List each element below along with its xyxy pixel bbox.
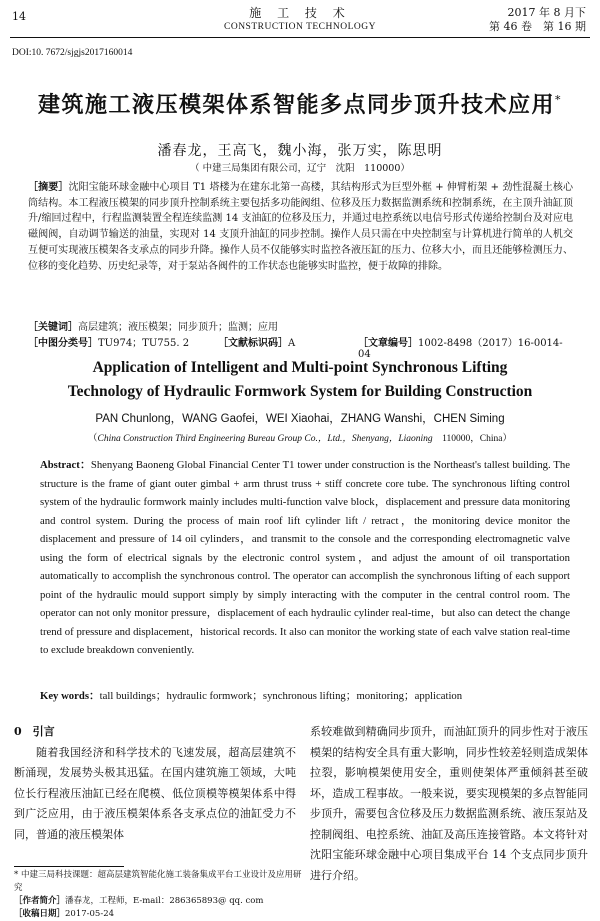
journal-name-en: CONSTRUCTION TECHNOLOGY bbox=[224, 22, 376, 32]
affil-org: China Construction Third Engineering Bureau Group Co.，Ltd.，Shenyang，Liaoning bbox=[97, 434, 433, 444]
issue-volume: 第 46 卷 第 16 期 bbox=[489, 20, 586, 33]
title-footnote-mark: * bbox=[555, 93, 562, 107]
clc-label: ［中图分类号］ bbox=[28, 338, 98, 349]
clc-number bbox=[28, 334, 189, 349]
title-en-line2: Technology of Hydraulic Formwork System for Building Construction bbox=[67, 383, 533, 400]
received-date bbox=[14, 908, 304, 921]
affil-close: ） bbox=[502, 434, 513, 444]
title-cn-text: 建筑施工液压模架体系智能多点同步顶升技术应用 bbox=[37, 92, 555, 118]
page-number: 14 bbox=[12, 10, 26, 23]
keywords-en-text: tall buildings；hydraulic formwork；synchronous lifting；monitoring；application bbox=[99, 690, 463, 702]
header-rule bbox=[10, 37, 590, 38]
keywords-en bbox=[40, 688, 570, 703]
received-date-text: 2017-05-24 bbox=[65, 909, 115, 919]
received-date-label: ［收稿日期］ bbox=[14, 909, 66, 919]
art-label: ［文章编号］ bbox=[358, 338, 418, 349]
abstract-cn-label: ［摘要］ bbox=[28, 182, 69, 193]
keywords-cn bbox=[28, 318, 573, 333]
art-value: 1002-8498（2017）16-0014-04 bbox=[358, 338, 563, 360]
doc-value: A bbox=[288, 338, 296, 349]
journal-name-cn: 施 工 技 术 bbox=[249, 6, 351, 20]
body-column-left bbox=[14, 722, 296, 845]
abstract-en-label: Abstract： bbox=[40, 459, 91, 471]
body-paragraph-2: 系较难做到精确同步顶升，而油缸顶升的同步性对于液压模架的结构安全具有重大影响，同步性较差轻则造成架体拉裂，影响模架使用安全，重则使架体严重倾斜甚至破坏，造成工程事故。一般来说，要实现模架的多点智能同步顶升，需要包含位移及压力数据监测系统、液压泵站及控制阀组、电控系统、油缸及高压连接管路。本文将针对沈阳宝能环球金融中心项目集成平台 14 个支点同步顶升进行介绍。 bbox=[310, 725, 588, 882]
abstract-en bbox=[40, 456, 570, 660]
authors-en: PAN Chunlong，WANG Gaofei，WEI Xiaohai，ZHANG Wanshi，CHEN Siming bbox=[95, 413, 505, 425]
title-en-line1: Application of Intelligent and Multi-point Synchronous Lifting bbox=[92, 359, 508, 376]
section-heading: 0 引言 bbox=[14, 725, 55, 738]
issue-info bbox=[489, 6, 586, 34]
affil-open: （ bbox=[87, 434, 98, 444]
issue-date: 2017 年 8 月下 bbox=[507, 6, 586, 19]
fund-note: * 中建三局科技课题：超高层建筑智能化施工装备集成平台工业设计及应用研究 bbox=[14, 870, 302, 893]
abstract-cn bbox=[28, 180, 573, 274]
doc-label: ［文献标识码］ bbox=[218, 338, 288, 349]
keywords-cn-text: 高层建筑；液压模架；同步顶升；监测；应用 bbox=[78, 322, 278, 333]
title-en bbox=[0, 356, 600, 404]
author-note-text: 潘春龙，工程师，E-mail：286365893@ qq. com bbox=[65, 896, 264, 906]
author-note-label: ［作者简介］ bbox=[14, 896, 66, 906]
clc-value: TU974；TU755. 2 bbox=[98, 338, 190, 349]
affiliation-cn: （ 中建三局集团有限公司，辽宁 沈阳 110000） bbox=[190, 163, 410, 174]
keywords-en-label: Key words： bbox=[40, 690, 100, 702]
doi: DOI:10. 7672/sjgjs2017160014 bbox=[12, 48, 133, 58]
title-cn bbox=[0, 88, 600, 119]
doc-code bbox=[218, 334, 295, 349]
affiliation-en bbox=[0, 430, 600, 444]
affil-zip: 110000，China bbox=[442, 434, 503, 444]
abstract-cn-text: 沈阳宝能环球金融中心项目 T1 塔楼为在建东北第一高楼，其结构形式为巨型外框 + 伸臂桁架 + 劲性混凝土核心筒结构。本工程液压模架的同步顶升控制系统主要包括多功能阀组、位移及压力数据监测系统和控制系统，在主顶升油缸顶升/缩回过程中，行程监测装置全程连续监测 14 支油缸的位移及压力，并通过电控系统以电信号形式传递给控制台及对应电磁阀阀，自动调节输送的油量，实现对 14 支顶升油缸的同步控制。操作人员只需在中央控制室与计算机进行简单的人机交互便可实现液压模架各支承点的同步升降。操作人员不仅能够实时监控各液压缸的压力、位移大小，而且还能够检测压力、位移的变化趋势、历史纪录等，对于泵站各阀件的工作状态也能够实时监控，便于故障的排除。 bbox=[28, 182, 574, 272]
footnotes bbox=[14, 869, 304, 921]
footnote-rule bbox=[14, 866, 124, 867]
authors-cn: 潘春龙，王高飞，魏小海，张万实，陈思明 bbox=[157, 143, 443, 159]
author-note bbox=[14, 895, 304, 908]
body-paragraph-1: 随着我国经济和科学技术的飞速发展，超高层建筑不断涌现，发展势头极其迅猛。在国内建筑施工领域，大吨位长行程液压油缸已经在爬模、低位顶模等模架体系中得到广泛应用，由于液压模架体系各支承点位的油缸受力不同，普通的液压模架体 bbox=[14, 745, 296, 841]
keywords-cn-label: ［关键词］ bbox=[28, 322, 78, 333]
abstract-en-text: Shenyang Baoneng Global Financial Center T1 tower under construction is the Northeast's tallest building. The structure is the frame of giant outer gimbal + arm thrust truss + stiff concrete core tube. The synchronous lifting control system of the hydraulic formwork mainly includes multi-function valve block，displacement and pressure data monitoring and control system. During the process of main roof lift cylinder lift / retract，the monitoring device monitor the displacement and pressure of 14 oil cylinders，and transmit to the console and the corresponding electromagnetic valve using the form of electrical signals by the electronic control system，and adjust the amount of oil transportation automatically to accomplish the synchronous control. The operator can accomplish the synchronous lifting of each support point of the hydraulic mould support simply by simply interacting with the computer in the central control room. The operator can not only monitor pressure，displacement of each hydraulic cylinder real-time，but also can detect the change trend of pressure and displacement，historical records. It also can monitor the working state of each valve station real-time to exclude breakdown conveniently. bbox=[40, 459, 570, 656]
body-column-right bbox=[310, 722, 588, 886]
